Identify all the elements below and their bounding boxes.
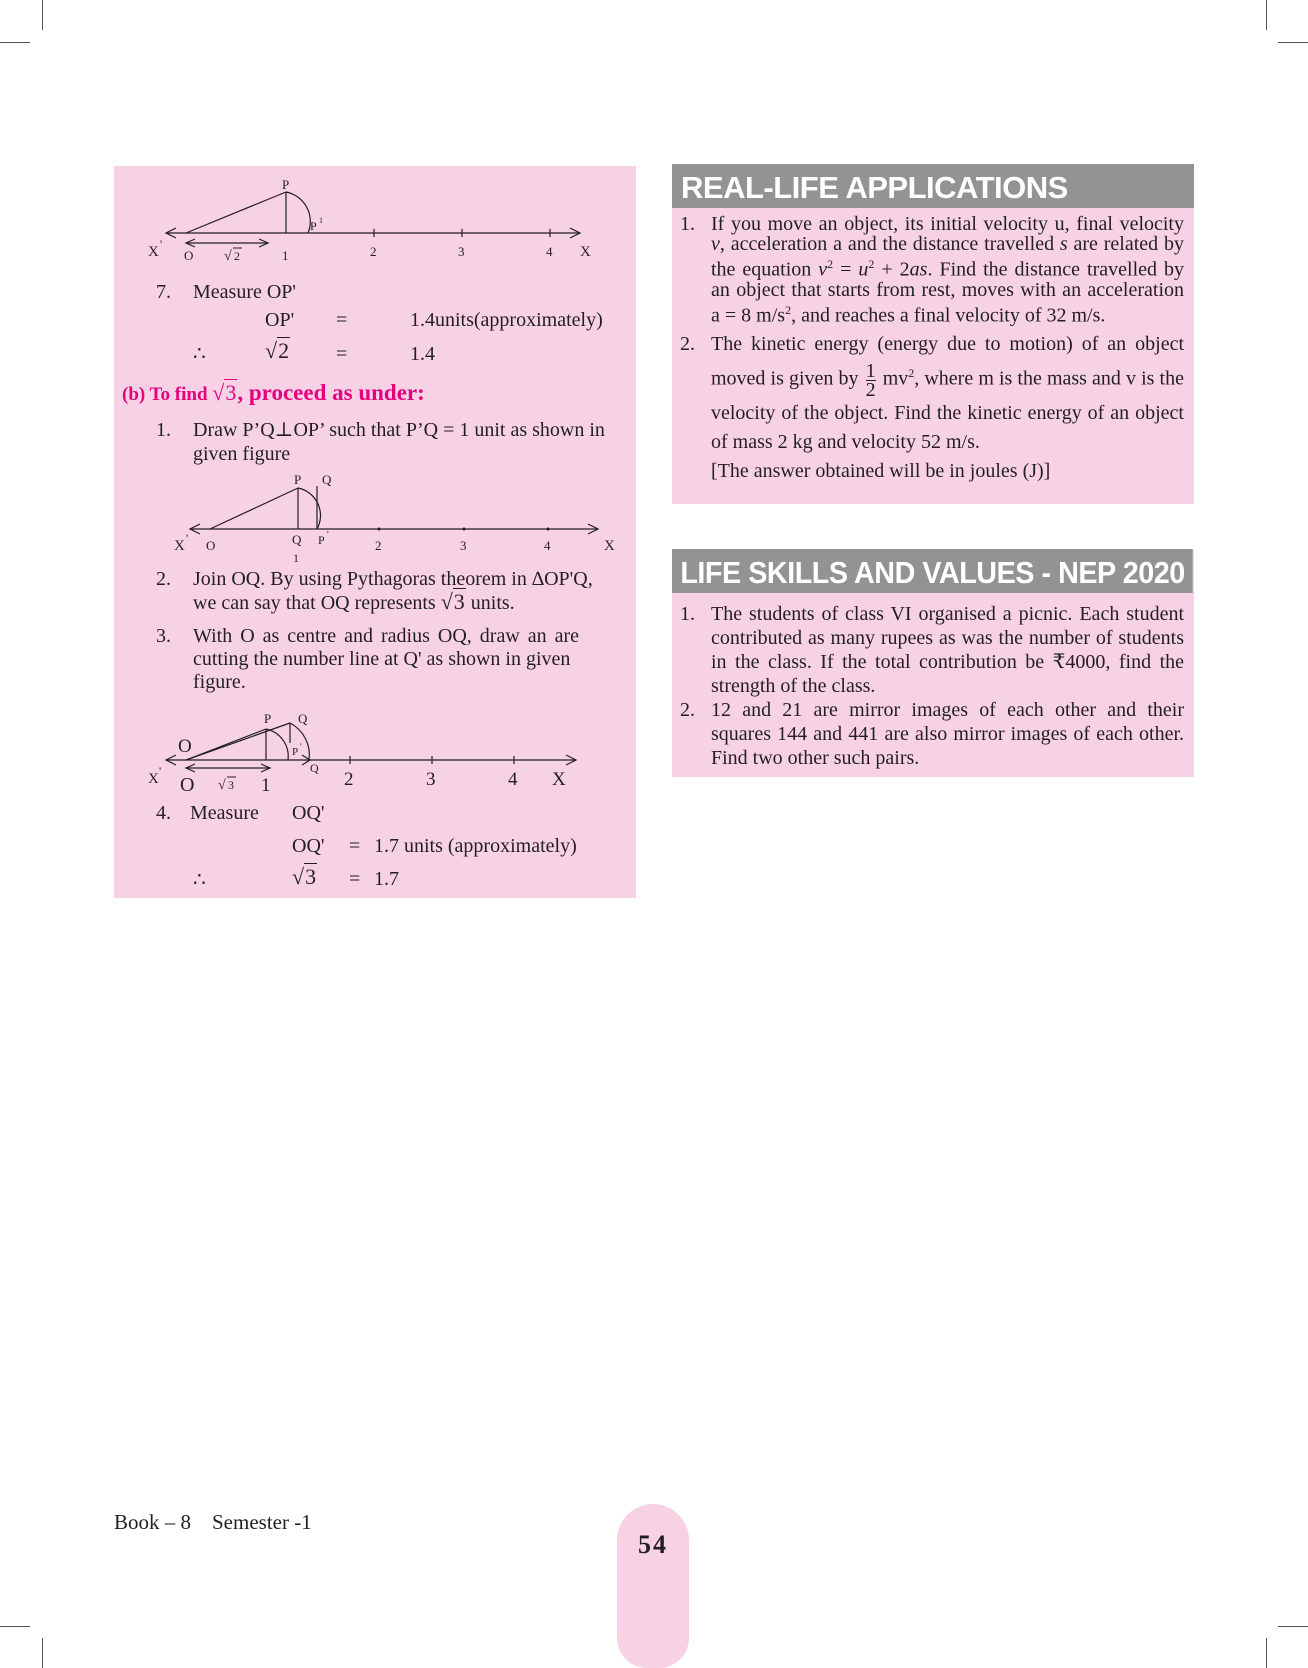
fig2-label-q: Q — [292, 532, 302, 547]
eq2-rhs: 1.4 — [410, 343, 435, 365]
eq3-equals: = — [349, 835, 361, 857]
eq1-rhs: 1.4units(approximately) — [410, 309, 603, 331]
fig3-label-q: Q — [310, 761, 319, 775]
life-skills-question-1 — [680, 602, 1184, 698]
fig2-tick-1: 1 — [293, 551, 299, 565]
fig1-label-p1-sup: 1 — [319, 216, 323, 225]
fig1-label-p1: P — [310, 219, 317, 233]
life-skills-title: LIFE SKILLS AND VALUES - NEP 2020 — [672, 549, 1193, 593]
fig2-label-o: O — [206, 538, 216, 553]
step-2-line2-pre: we can say that OQ represents — [193, 592, 436, 614]
step-4-label: Measure — [190, 802, 259, 824]
page-number-tab — [617, 1504, 689, 1668]
fig1-label-p: P — [282, 177, 290, 192]
fig1-label-x-left: X — [148, 244, 159, 260]
crop-mark — [0, 1626, 30, 1627]
real-life-question-1 — [680, 214, 1184, 325]
crop-mark — [1278, 1626, 1308, 1627]
fig1-tick-1: 1 — [282, 248, 289, 263]
life-skills-q1-number: 1. — [680, 603, 695, 625]
real-life-q1-text: If you move an object, its initial velocity u, final velocity v, acceleration a and the distance travelled s are related by the equation $v^2 = u^2 + 2as$. Find the distance travelled by an object that starts from rest, moves with an acceleration a = 8 $m/s^2$, and reaches a final velocity of 32 m/s. — [711, 213, 1184, 327]
fig3-label-x-left: X — [148, 771, 159, 787]
eq4-equals: = — [349, 868, 361, 890]
fig3-radical-sign: √ — [218, 778, 226, 793]
crop-mark — [1266, 0, 1267, 30]
crop-mark — [42, 0, 43, 30]
fig3-label-p: P — [264, 711, 272, 726]
step-1-line1: Draw P’Q⊥OP’ such that P’Q = 1 unit as shown in — [193, 419, 605, 441]
life-skills-question-2 — [680, 698, 1184, 770]
eq2-therefore: ∴ — [193, 343, 206, 365]
step-7-number: 7. — [156, 281, 171, 303]
fig2-label-p1: P — [318, 533, 325, 547]
eq3-rhs: 1.7 units (approximately) — [374, 835, 577, 857]
fig3-tick-4: 4 — [508, 769, 518, 790]
footer-book-info: Book – 8 Semester -1 — [114, 1510, 312, 1534]
fig1-radical-sign: √ — [224, 249, 232, 264]
heading-b-prefix: (b) To find — [122, 384, 208, 405]
fig3-label-o: O — [180, 774, 195, 796]
fig1-label-sqrt2: 2 — [234, 249, 240, 263]
fig2-tick-2: 2 — [375, 538, 382, 553]
real-life-question-2 — [680, 330, 1184, 486]
heading-b-radicand: 3 — [225, 380, 237, 405]
real-life-q1-number: 1. — [680, 213, 695, 235]
step-3-line1: With O as centre and radius OQ, draw an are — [193, 625, 580, 647]
fig3-label-o-top: O — [178, 736, 192, 757]
fig1-tick-4: 4 — [546, 244, 553, 259]
eq4-radicand: 3 — [305, 864, 317, 889]
eq2-lhs: √2 — [265, 338, 290, 363]
eq2-equals: = — [336, 343, 348, 365]
fig3-label-sqrt3: 3 — [228, 778, 234, 792]
real-life-q2-number: 2. — [680, 333, 695, 356]
fig3-label-p1: P — [292, 746, 299, 758]
fig1-tick-2: 2 — [370, 244, 377, 259]
fig1-tick-3: 3 — [458, 244, 465, 259]
step-4-number: 4. — [156, 802, 171, 824]
fig3-tick-2: 2 — [344, 769, 354, 790]
life-skills-q1-text: The students of class VI organised a picnic. Each student contributed as many rupees as was the number of students in the class. If the total contribution be ₹4000, find the strength of the class. — [711, 603, 1184, 697]
fig2-tick-dot — [378, 528, 381, 531]
fig3-label-p1-prime: ' — [300, 742, 302, 752]
fig2-label-p: P — [294, 472, 302, 487]
page-number: 54 — [638, 1530, 668, 1559]
real-life-applications-box — [672, 164, 1194, 504]
real-life-q2-note: [The answer obtained will be in joules (J)] — [711, 459, 1051, 482]
fig2-label-q-top: Q — [322, 472, 332, 487]
real-life-q2-text: The kinetic energy (energy due to motion) of an object moved is given by $\frac{1}{2}$ $mv^2$, where m is the mass and v is the velocity of the object. Find the kinetic energy of an object of mass 2 kg and velocity 52 m/s. [The answer obtained will be in joules (J)] — [711, 333, 1184, 482]
fig3-label-x-right: X — [552, 769, 566, 790]
step-1-line2: given figure — [193, 443, 291, 465]
life-skills-q2-number: 2. — [680, 699, 695, 721]
number-line-figure-sqrt3 — [148, 701, 608, 801]
construction-panel — [114, 166, 636, 898]
fig1-label-o: O — [184, 248, 194, 263]
fig2-label-x-left-prime: ' — [186, 531, 189, 545]
fig2-label-p1-prime: ' — [327, 530, 329, 541]
eq4-lhs: √3 — [292, 864, 317, 889]
step-3-line2: cutting the number line at Q' as shown in given — [193, 648, 571, 670]
fig2-label-x-right: X — [604, 538, 615, 554]
fig1-label-x-right: X — [580, 244, 591, 260]
fraction-one-half: $\frac{1}{2}$ — [865, 359, 876, 401]
fig2-tick-3: 3 — [460, 538, 467, 553]
eq2-radicand: 2 — [278, 338, 290, 363]
crop-mark — [42, 1638, 43, 1668]
life-skills-q2-text: 12 and 21 are mirror images of each other and their squares 144 and 441 are also mirror images of each other. Find two other such pairs. — [711, 699, 1184, 769]
step-2-line2-post: units. — [470, 592, 515, 614]
fig3-label-x-left-prime: ' — [159, 764, 162, 778]
crop-mark — [0, 42, 30, 43]
step-2-line2: we can say that OQ represents √3 units. — [193, 589, 515, 614]
fig3-tick-1: 1 — [261, 775, 271, 796]
fig2-tick-4: 4 — [544, 538, 551, 553]
step-4-value: OQ' — [292, 802, 325, 824]
eq3-lhs: OQ' — [292, 835, 325, 857]
number-line-figure-sqrt2 — [148, 176, 608, 262]
real-life-applications-title: REAL-LIFE APPLICATIONS — [672, 164, 1194, 208]
crop-mark — [1266, 1638, 1267, 1668]
step-2-radicand: 3 — [453, 589, 465, 614]
fig3-tick-3: 3 — [426, 769, 436, 790]
fig2-label-x-left: X — [174, 538, 185, 554]
crop-mark — [1278, 42, 1308, 43]
eq1-lhs: OP' — [265, 309, 295, 331]
step-3-line3: figure. — [193, 671, 246, 693]
step-7-text: Measure OP' — [193, 281, 297, 303]
fig2-tick-dot — [463, 528, 466, 531]
heading-b: (b) To find √3, proceed as under: — [122, 380, 425, 405]
fig2-tick-dot — [547, 528, 550, 531]
fig3-label-q-top: Q — [298, 711, 308, 726]
number-line-figure-perpendicular — [176, 472, 636, 576]
eq4-therefore: ∴ — [193, 869, 206, 891]
eq4-rhs: 1.7 — [374, 868, 399, 890]
heading-b-suffix: , proceed as under: — [237, 380, 425, 405]
step-2-line1: Join OQ. By using Pythagoras theorem in ∆OP'Q, — [193, 568, 593, 590]
fig1-label-x-left-prime: ' — [160, 237, 163, 251]
step-2-number: 2. — [156, 568, 171, 590]
eq1-equals: = — [336, 309, 348, 331]
life-skills-box — [672, 549, 1194, 777]
step-3-number: 3. — [156, 625, 171, 647]
step-1-number: 1. — [156, 419, 171, 441]
